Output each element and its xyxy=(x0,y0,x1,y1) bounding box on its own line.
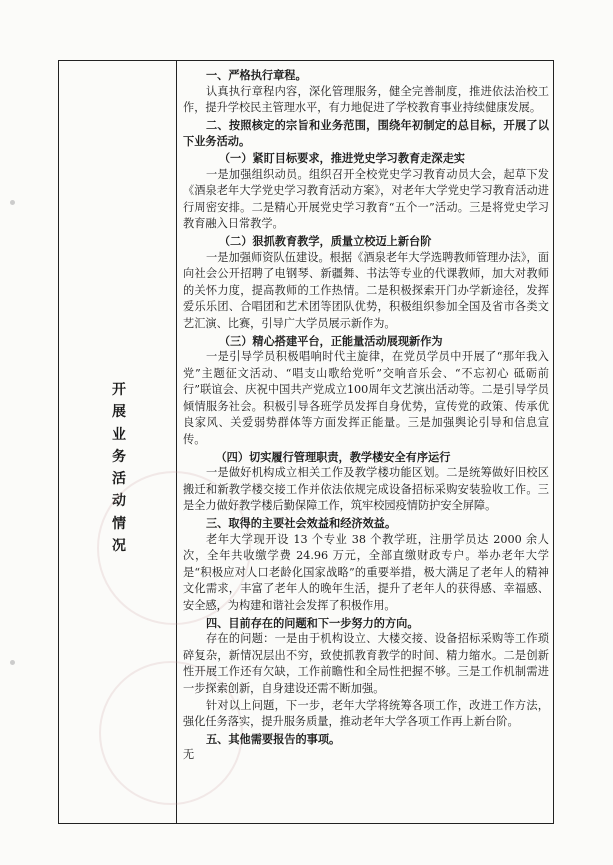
section-label: 开展业务活动情况 xyxy=(112,382,126,555)
paragraph: 老年大学现开设 13 个专业 38 个教学班，注册学员达 2000 余人次，全年共收缴学费 24.96 万元，全部直缴财政专户。举办老年大学是“积极应对人口老龄化国家战略”的重要举措，极大满足了老年人的精神文化需求，丰富了老年人的晚年生活，提升了老年人的获得感、幸福感、安全感，为构建和谐社会发挥了积极作用。 xyxy=(183,532,549,612)
punch-hole xyxy=(10,200,15,205)
section-heading: 二、按照核定的宗旨和业务范围，围绕年初制定的总目标，开展了以下业务活动。 xyxy=(183,117,549,149)
section-heading: （四）切实履行管理职责，教学楼安全有序运行 xyxy=(215,449,451,464)
section-heading: 五、其他需要报告的事项。 xyxy=(205,731,341,746)
section-heading: （二）狠抓教育教学，质量立校迈上新台阶 xyxy=(218,233,432,248)
paragraph: 一是加强师资队伍建设。根据《酒泉老年大学选聘教师管理办法》，面向社会公开招聘了电钢琴、新疆舞、书法等专业的代课教师，加大对教师的关怀力度，提高教师的工作热情。二是积极探索开门办学新途径，发挥爱乐乐团、合唱团和艺术团等团队优势，积极组织参加全国及省市各类文艺汇演、比赛，引导广大学员展示新作为。 xyxy=(183,250,549,330)
paragraph: 存在的问题：一是由于机构设立、大楼交接、设备招标采购等工作琐碎复杂，新情况层出不穷，致使抓教育教学的时间、精力缩水。二是创新性开展工作还有欠缺，工作前瞻性和全局性把握不够。三是工作机制需进一步探索创新，自身建设还需不断加强。 xyxy=(183,632,549,695)
section-heading: （三）精心搭建平台，正能量活动展现新作为 xyxy=(218,333,443,348)
paragraph: 针对以上问题，下一步，老年大学将统筹各项工作，改进工作方法，强化任务落实，提升服务质量，推动老年大学各项工作再上新台阶。 xyxy=(183,698,549,729)
section-heading: 一、严格执行章程。 xyxy=(205,68,307,82)
report-table xyxy=(58,60,554,824)
paragraph: 一是做好机构成立相关工作及教学楼功能区划。二是统筹做好旧校区搬迁和新教学楼交接工作并依法依规完成设备招标采购安装验收工作。三是全力做好教学楼后勤保障工作，筑牢校园疫情防护安全屏障。 xyxy=(183,466,549,513)
paragraph: 无 xyxy=(183,748,195,762)
report-body xyxy=(183,67,549,764)
section-heading: 四、目前存在的问题和下一步努力的方向。 xyxy=(205,615,419,630)
section-heading: （一）紧盯目标要求，推进党史学习教育走深走实 xyxy=(218,150,465,165)
paragraph: 一是加强组织动员。组织召开全校党史学习教育动员大会，起草下发《酒泉老年大学党史学习教育活动方案》，对老年大学党史学习教育活动进行周密安排。二是精心开展党史学习教育“五个一”活动。三是将党史学习教育融入日常教学。 xyxy=(183,167,549,231)
paragraph: 一是引导学员积极唱响时代主旋律，在党员学员中开展了“那年我入党”主题征文活动、“唱支山歌给党听”交响音乐会、“不忘初心 砥砺前行”联谊会、庆祝中国共产党成立100周年文艺演出活动等。二是引导学员倾情服务社会。积极引导各班学员发挥自身优势，宣传党的政策、传承优良家风、关爱弱势群体等方面发挥正能量。三是加强舆论引导和信息宣传。 xyxy=(183,350,549,447)
section-heading: 三、取得的主要社会效益和经济效益。 xyxy=(205,516,397,531)
punch-hole xyxy=(10,660,15,665)
paragraph: 认真执行章程内容，深化管理服务，健全完善制度，推进依法治校工作，提升学校民主管理水平，有力地促进了学校教育事业持续健康发展。 xyxy=(183,84,549,115)
